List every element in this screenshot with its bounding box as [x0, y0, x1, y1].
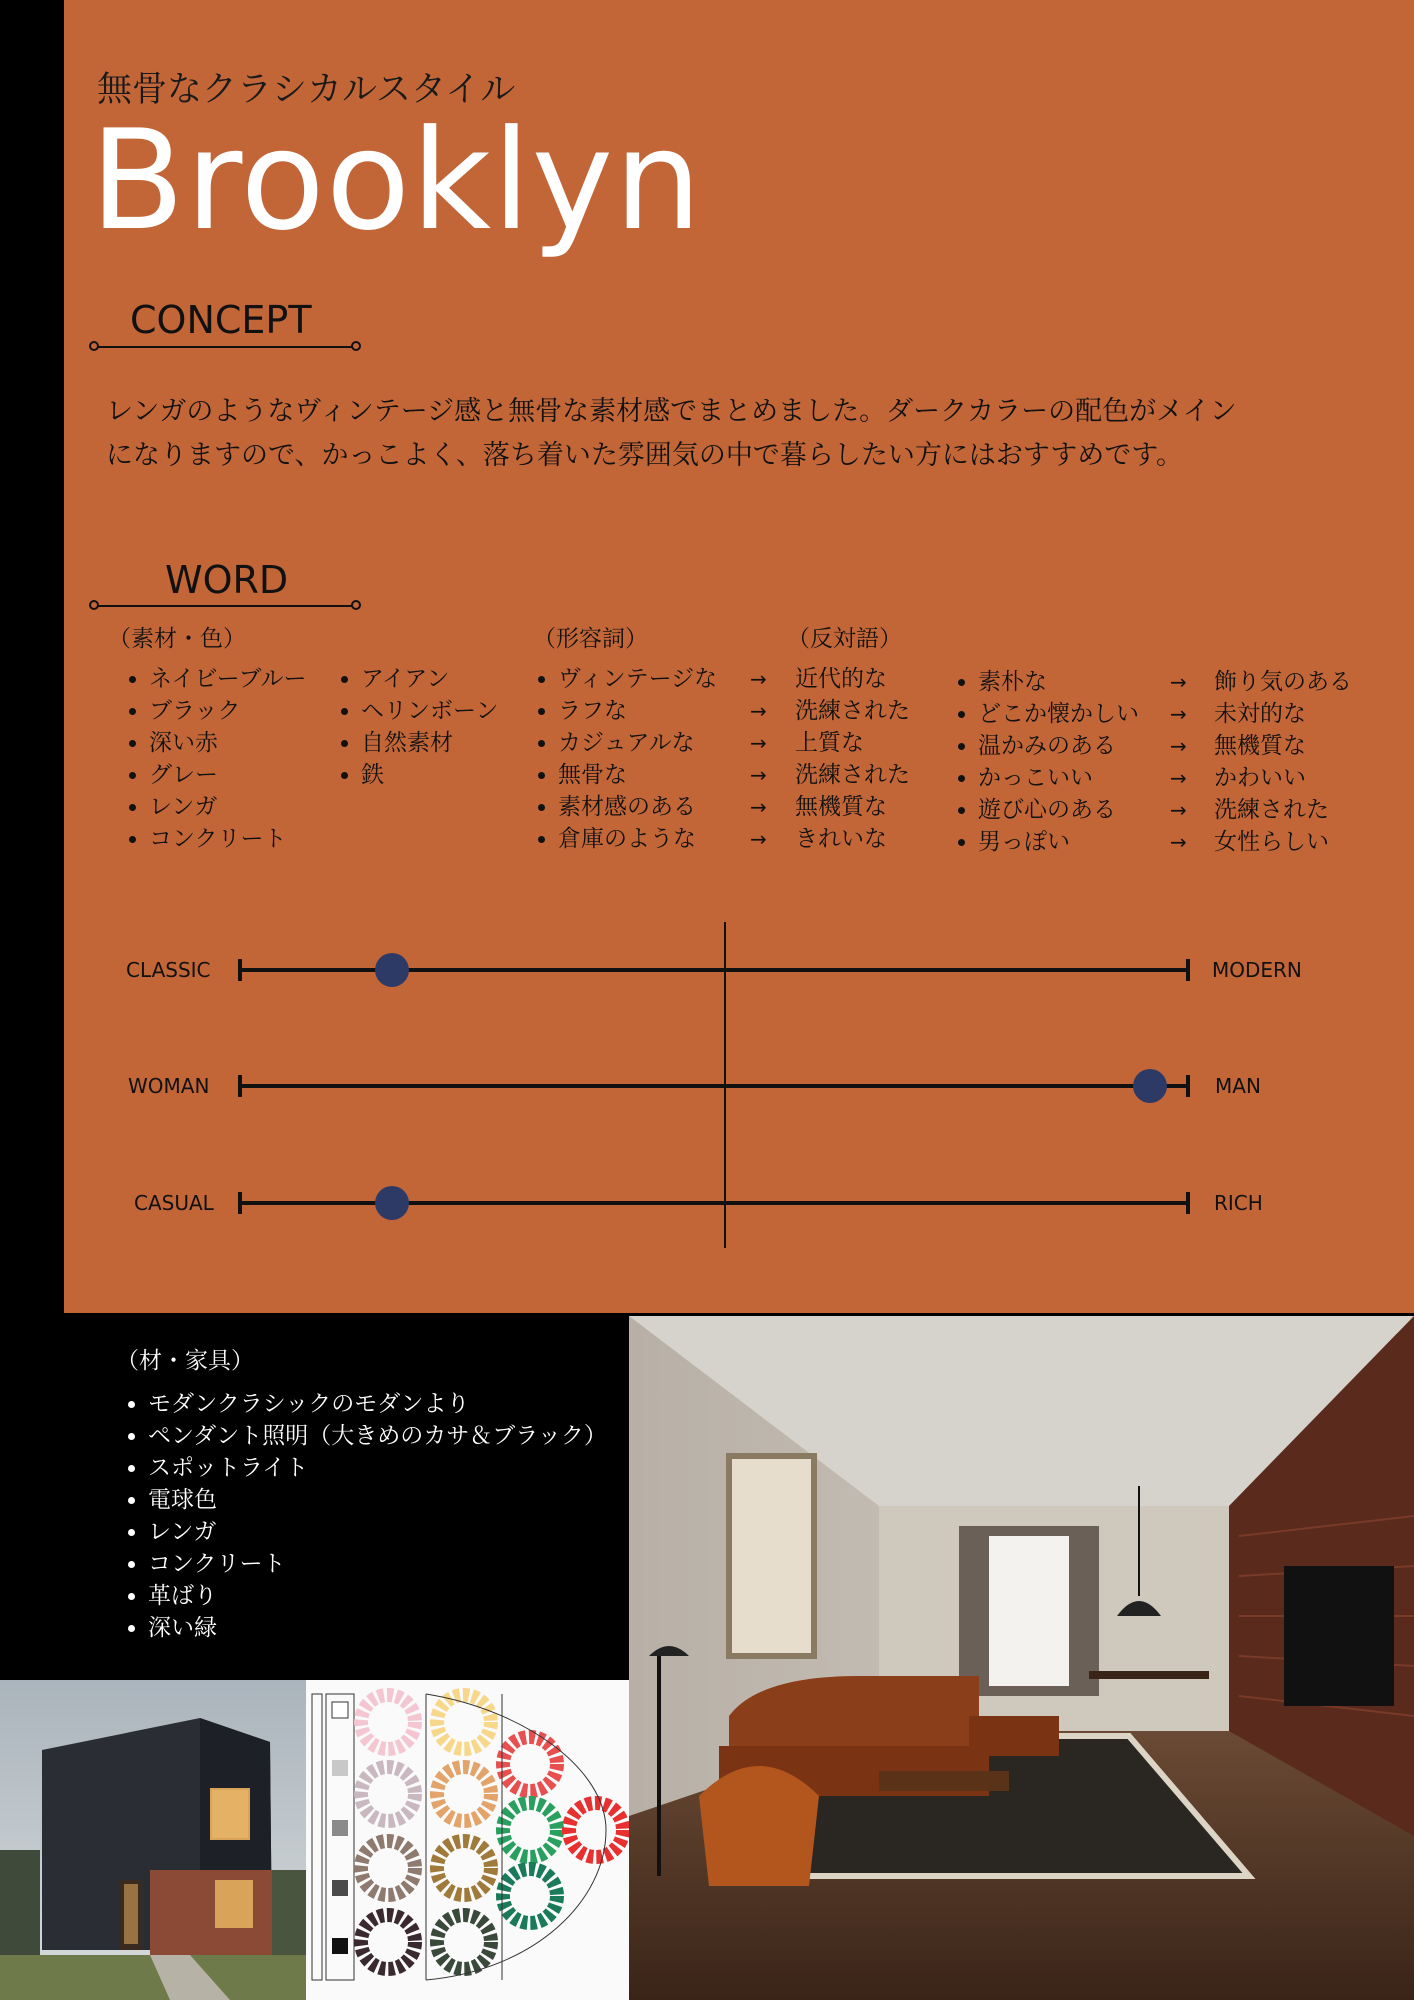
scale-right-label: RICH: [1214, 1191, 1263, 1215]
arrow-icon: →: [750, 667, 767, 691]
list-item: • 深い赤: [149, 727, 307, 759]
list-item: • 素材感のある: [558, 791, 717, 823]
word-heading: WORD: [165, 558, 289, 602]
word-underline-dot-right: [351, 600, 361, 610]
list-item: • 男っぽい: [978, 826, 1139, 858]
materials-list-1: [107, 663, 307, 855]
list-item: かわいい: [1214, 765, 1306, 791]
list-item: • 電球色: [148, 1484, 607, 1516]
list-item: きれいな: [795, 826, 887, 852]
list-item: • ラフな: [558, 695, 717, 727]
list-item: 近代的な: [795, 666, 887, 692]
scale-left-label: CLASSIC: [126, 958, 211, 982]
word-underline: [95, 605, 355, 607]
materials-label: （素材・色）: [108, 626, 246, 652]
list-item: 無機質な: [795, 794, 887, 820]
concept-underline-dot-left: [89, 341, 99, 351]
concept-line: になりますので、かっこよく、落ち着いた雰囲気の中で暮らしたい方にはおすすめです。: [106, 440, 1184, 471]
arrow-icon: →: [1170, 830, 1187, 854]
list-item: • モダンクラシックのモダンより: [148, 1388, 607, 1420]
concept-line: レンガのようなヴィンテージ感と無骨な素材感でまとめました。ダークカラーの配色がメイン: [106, 396, 1237, 427]
antonyms-label: （反対語）: [787, 626, 902, 652]
list-item: 洗練された: [1214, 797, 1329, 823]
scale-tick-left: [238, 1192, 242, 1214]
list-item: • 素朴な: [978, 666, 1139, 698]
list-item: • 深い緑: [148, 1612, 607, 1644]
list-item: • ブラック: [149, 695, 307, 727]
antonyms-list-1: [795, 663, 910, 855]
antonyms-list-2: [1214, 666, 1352, 858]
list-item: • かっこいい: [978, 762, 1139, 794]
concept-underline: [95, 346, 355, 348]
page-subtitle: 無骨なクラシカルスタイル: [97, 70, 516, 110]
house-photo: [0, 1680, 306, 2000]
word-underline-dot-left: [89, 600, 99, 610]
list-item: 女性らしい: [1214, 829, 1329, 855]
list-item: • ペンダント照明（大きめのカサ＆ブラック）: [148, 1420, 607, 1452]
scale-tick-left: [238, 1075, 242, 1097]
adjectives-list-1: [516, 663, 717, 855]
materials-list-2: [319, 663, 499, 791]
scale-tick-right: [1186, 1075, 1190, 1097]
arrows-2: [1170, 666, 1187, 858]
arrow-icon: →: [750, 795, 767, 819]
scale-right-label: MAN: [1215, 1074, 1261, 1098]
list-item: • ヘリンボーン: [361, 695, 499, 727]
scale-tick-right: [1186, 1192, 1190, 1214]
list-item: 洗練された: [795, 762, 910, 788]
list-item: • カジュアルな: [558, 727, 717, 759]
arrow-icon: →: [750, 699, 767, 723]
scale-left-label: CASUAL: [134, 1191, 214, 1215]
living-room-photo: [629, 1316, 1414, 2000]
scale-marker: [375, 1186, 409, 1220]
adjectives-list-2: [936, 666, 1139, 858]
list-item: • コンクリート: [149, 823, 307, 855]
arrow-icon: →: [750, 731, 767, 755]
list-item: 飾り気のある: [1214, 669, 1352, 695]
furniture-list: [106, 1388, 607, 1644]
scale-line: [240, 1084, 1188, 1088]
list-item: • コンクリート: [148, 1548, 607, 1580]
list-item: • アイアン: [361, 663, 499, 695]
list-item: • 鉄: [361, 759, 499, 791]
list-item: • 自然素材: [361, 727, 499, 759]
furniture-label: （材・家具）: [116, 1348, 254, 1374]
list-item: • 温かみのある: [978, 730, 1139, 762]
scale-tick-left: [238, 959, 242, 981]
scale-marker: [1133, 1069, 1167, 1103]
arrow-icon: →: [1170, 734, 1187, 758]
list-item: • どこか懐かしい: [978, 698, 1139, 730]
list-item: • 遊び心のある: [978, 794, 1139, 826]
scale-marker: [375, 953, 409, 987]
concept-text: [106, 390, 1356, 478]
scale-left-label: WOMAN: [128, 1074, 210, 1098]
arrow-icon: →: [1170, 798, 1187, 822]
color-tone-chart: [306, 1680, 629, 2000]
list-item: • グレー: [149, 759, 307, 791]
list-item: 無機質な: [1214, 733, 1306, 759]
scale-right-label: MODERN: [1212, 958, 1302, 982]
list-item: • 無骨な: [558, 759, 717, 791]
arrow-icon: →: [750, 827, 767, 851]
list-item: • レンガ: [149, 791, 307, 823]
arrow-icon: →: [1170, 766, 1187, 790]
list-item: 上質な: [795, 730, 864, 756]
arrow-icon: →: [750, 763, 767, 787]
list-item: • 倉庫のような: [558, 823, 717, 855]
list-item: • スポットライト: [148, 1452, 607, 1484]
list-item: 洗練された: [795, 698, 910, 724]
page-title: Brooklyn: [90, 100, 703, 261]
arrow-icon: →: [1170, 670, 1187, 694]
arrow-icon: →: [1170, 702, 1187, 726]
list-item: • 革ばり: [148, 1580, 607, 1612]
list-item: 未対的な: [1214, 701, 1306, 727]
list-item: • レンガ: [148, 1516, 607, 1548]
arrows-1: [750, 663, 767, 855]
list-item: • ネイビーブルー: [149, 663, 307, 695]
list-item: • ヴィンテージな: [558, 663, 717, 695]
concept-underline-dot-right: [351, 341, 361, 351]
scale-tick-right: [1186, 959, 1190, 981]
concept-heading: CONCEPT: [130, 298, 312, 342]
adjectives-label: （形容詞）: [533, 626, 648, 652]
